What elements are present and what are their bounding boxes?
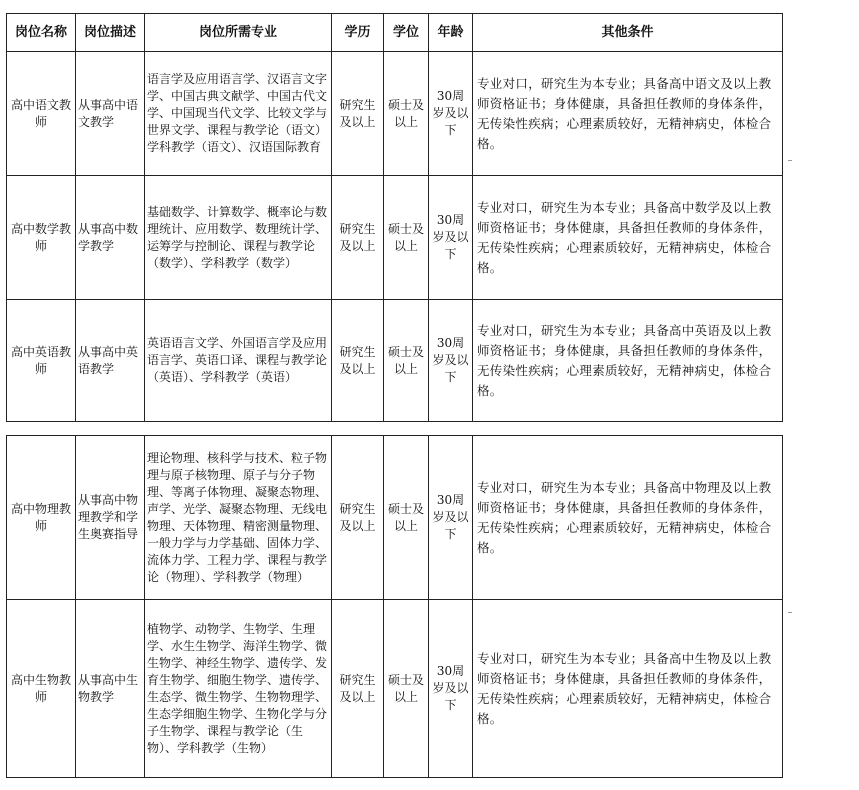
page-edge-mark <box>788 160 792 161</box>
position-desc: 从事高中生物教学 <box>76 600 145 778</box>
position-education: 研究生及以上 <box>332 300 384 422</box>
position-other: 专业对口，研究生为本专业；具备高中物理及以上教师资格证书；身体健康，具备担任教师的身体条件，无传染性疾病；心理素质较好，无精神病史，体检合格。 <box>473 436 783 600</box>
position-education: 研究生及以上 <box>332 176 384 300</box>
position-degree: 硕士及以上 <box>384 52 429 176</box>
table-row <box>7 436 783 600</box>
positions-table-bottom <box>6 435 783 778</box>
header-age: 年龄 <box>429 14 473 52</box>
position-name: 高中物理教师 <box>7 436 76 600</box>
position-education: 研究生及以上 <box>332 436 384 600</box>
position-age: 30周岁及以下 <box>429 600 473 778</box>
header-education: 学历 <box>332 14 384 52</box>
position-major: 理论物理、核科学与技术、粒子物理与原子核物理、原子与分子物理、等离子体物理、凝聚态物理、声学、光学、凝聚态物理、无线电物理、天体物理、精密测量物理、一般力学与力学基础、固体力学、流体力学、工程力学、课程与教学论（物理）、学科教学（物理） <box>145 436 332 600</box>
position-age: 30周岁及以下 <box>429 436 473 600</box>
position-age: 30周岁及以下 <box>429 176 473 300</box>
position-major: 植物学、动物学、生物学、生理学、水生生物学、海洋生物学、微生物学、神经生物学、遗传学、发育生物学、细胞生物学、遗传学、生态学、微生物学、生物物理学、生态学细胞生物学、生物化学与分子生物学、课程与教学论（生物）、学科教学（生物） <box>145 600 332 778</box>
header-major: 岗位所需专业 <box>145 14 332 52</box>
header-row <box>7 14 783 52</box>
table-row <box>7 176 783 300</box>
position-education: 研究生及以上 <box>332 600 384 778</box>
position-degree: 硕士及以上 <box>384 300 429 422</box>
position-major: 基础数学、计算数学、概率论与数理统计、应用数学、数理统计学、运筹学与控制论、课程与教学论（数学）、学科教学（数学） <box>145 176 332 300</box>
position-degree: 硕士及以上 <box>384 600 429 778</box>
position-major: 语言学及应用语言学、汉语言文字学、中国古典文献学、中国古代文学、中国现当代文学、比较文学与世界文学、课程与教学论（语文）学科教学（语文）、汉语国际教育 <box>145 52 332 176</box>
positions-table-top <box>6 13 783 422</box>
table-row <box>7 52 783 176</box>
position-other: 专业对口，研究生为本专业；具备高中数学及以上教师资格证书；身体健康，具备担任教师的身体条件，无传染性疾病；心理素质较好，无精神病史，体检合格。 <box>473 176 783 300</box>
position-name: 高中英语教师 <box>7 300 76 422</box>
header-degree: 学位 <box>384 14 429 52</box>
position-degree: 硕士及以上 <box>384 176 429 300</box>
table-row <box>7 300 783 422</box>
position-other: 专业对口，研究生为本专业；具备高中生物及以上教师资格证书；身体健康，具备担任教师的身体条件，无传染性疾病；心理素质较好，无精神病史，体检合格。 <box>473 600 783 778</box>
position-desc: 从事高中物理教学和学生奥赛指导 <box>76 436 145 600</box>
position-desc: 从事高中英语教学 <box>76 300 145 422</box>
position-desc: 从事高中数学教学 <box>76 176 145 300</box>
position-name: 高中生物教师 <box>7 600 76 778</box>
position-degree: 硕士及以上 <box>384 436 429 600</box>
table-row <box>7 600 783 778</box>
position-age: 30周岁及以下 <box>429 300 473 422</box>
header-desc: 岗位描述 <box>76 14 145 52</box>
position-desc: 从事高中语文教学 <box>76 52 145 176</box>
position-name: 高中数学教师 <box>7 176 76 300</box>
header-other: 其他条件 <box>473 14 783 52</box>
position-name: 高中语文教师 <box>7 52 76 176</box>
position-education: 研究生及以上 <box>332 52 384 176</box>
header-name: 岗位名称 <box>7 14 76 52</box>
position-age: 30周岁及以下 <box>429 52 473 176</box>
position-other: 专业对口，研究生为本专业；具备高中英语及以上教师资格证书；身体健康，具备担任教师的身体条件，无传染性疾病；心理素质较好，无精神病史，体检合格。 <box>473 300 783 422</box>
page-edge-mark <box>788 612 792 613</box>
position-other: 专业对口，研究生为本专业；具备高中语文及以上教师资格证书；身体健康，具备担任教师的身体条件，无传染性疾病；心理素质较好，无精神病史，体检合格。 <box>473 52 783 176</box>
position-major: 英语语言文学、外国语言学及应用语言学、英语口译、课程与教学论（英语）、学科教学（英语） <box>145 300 332 422</box>
